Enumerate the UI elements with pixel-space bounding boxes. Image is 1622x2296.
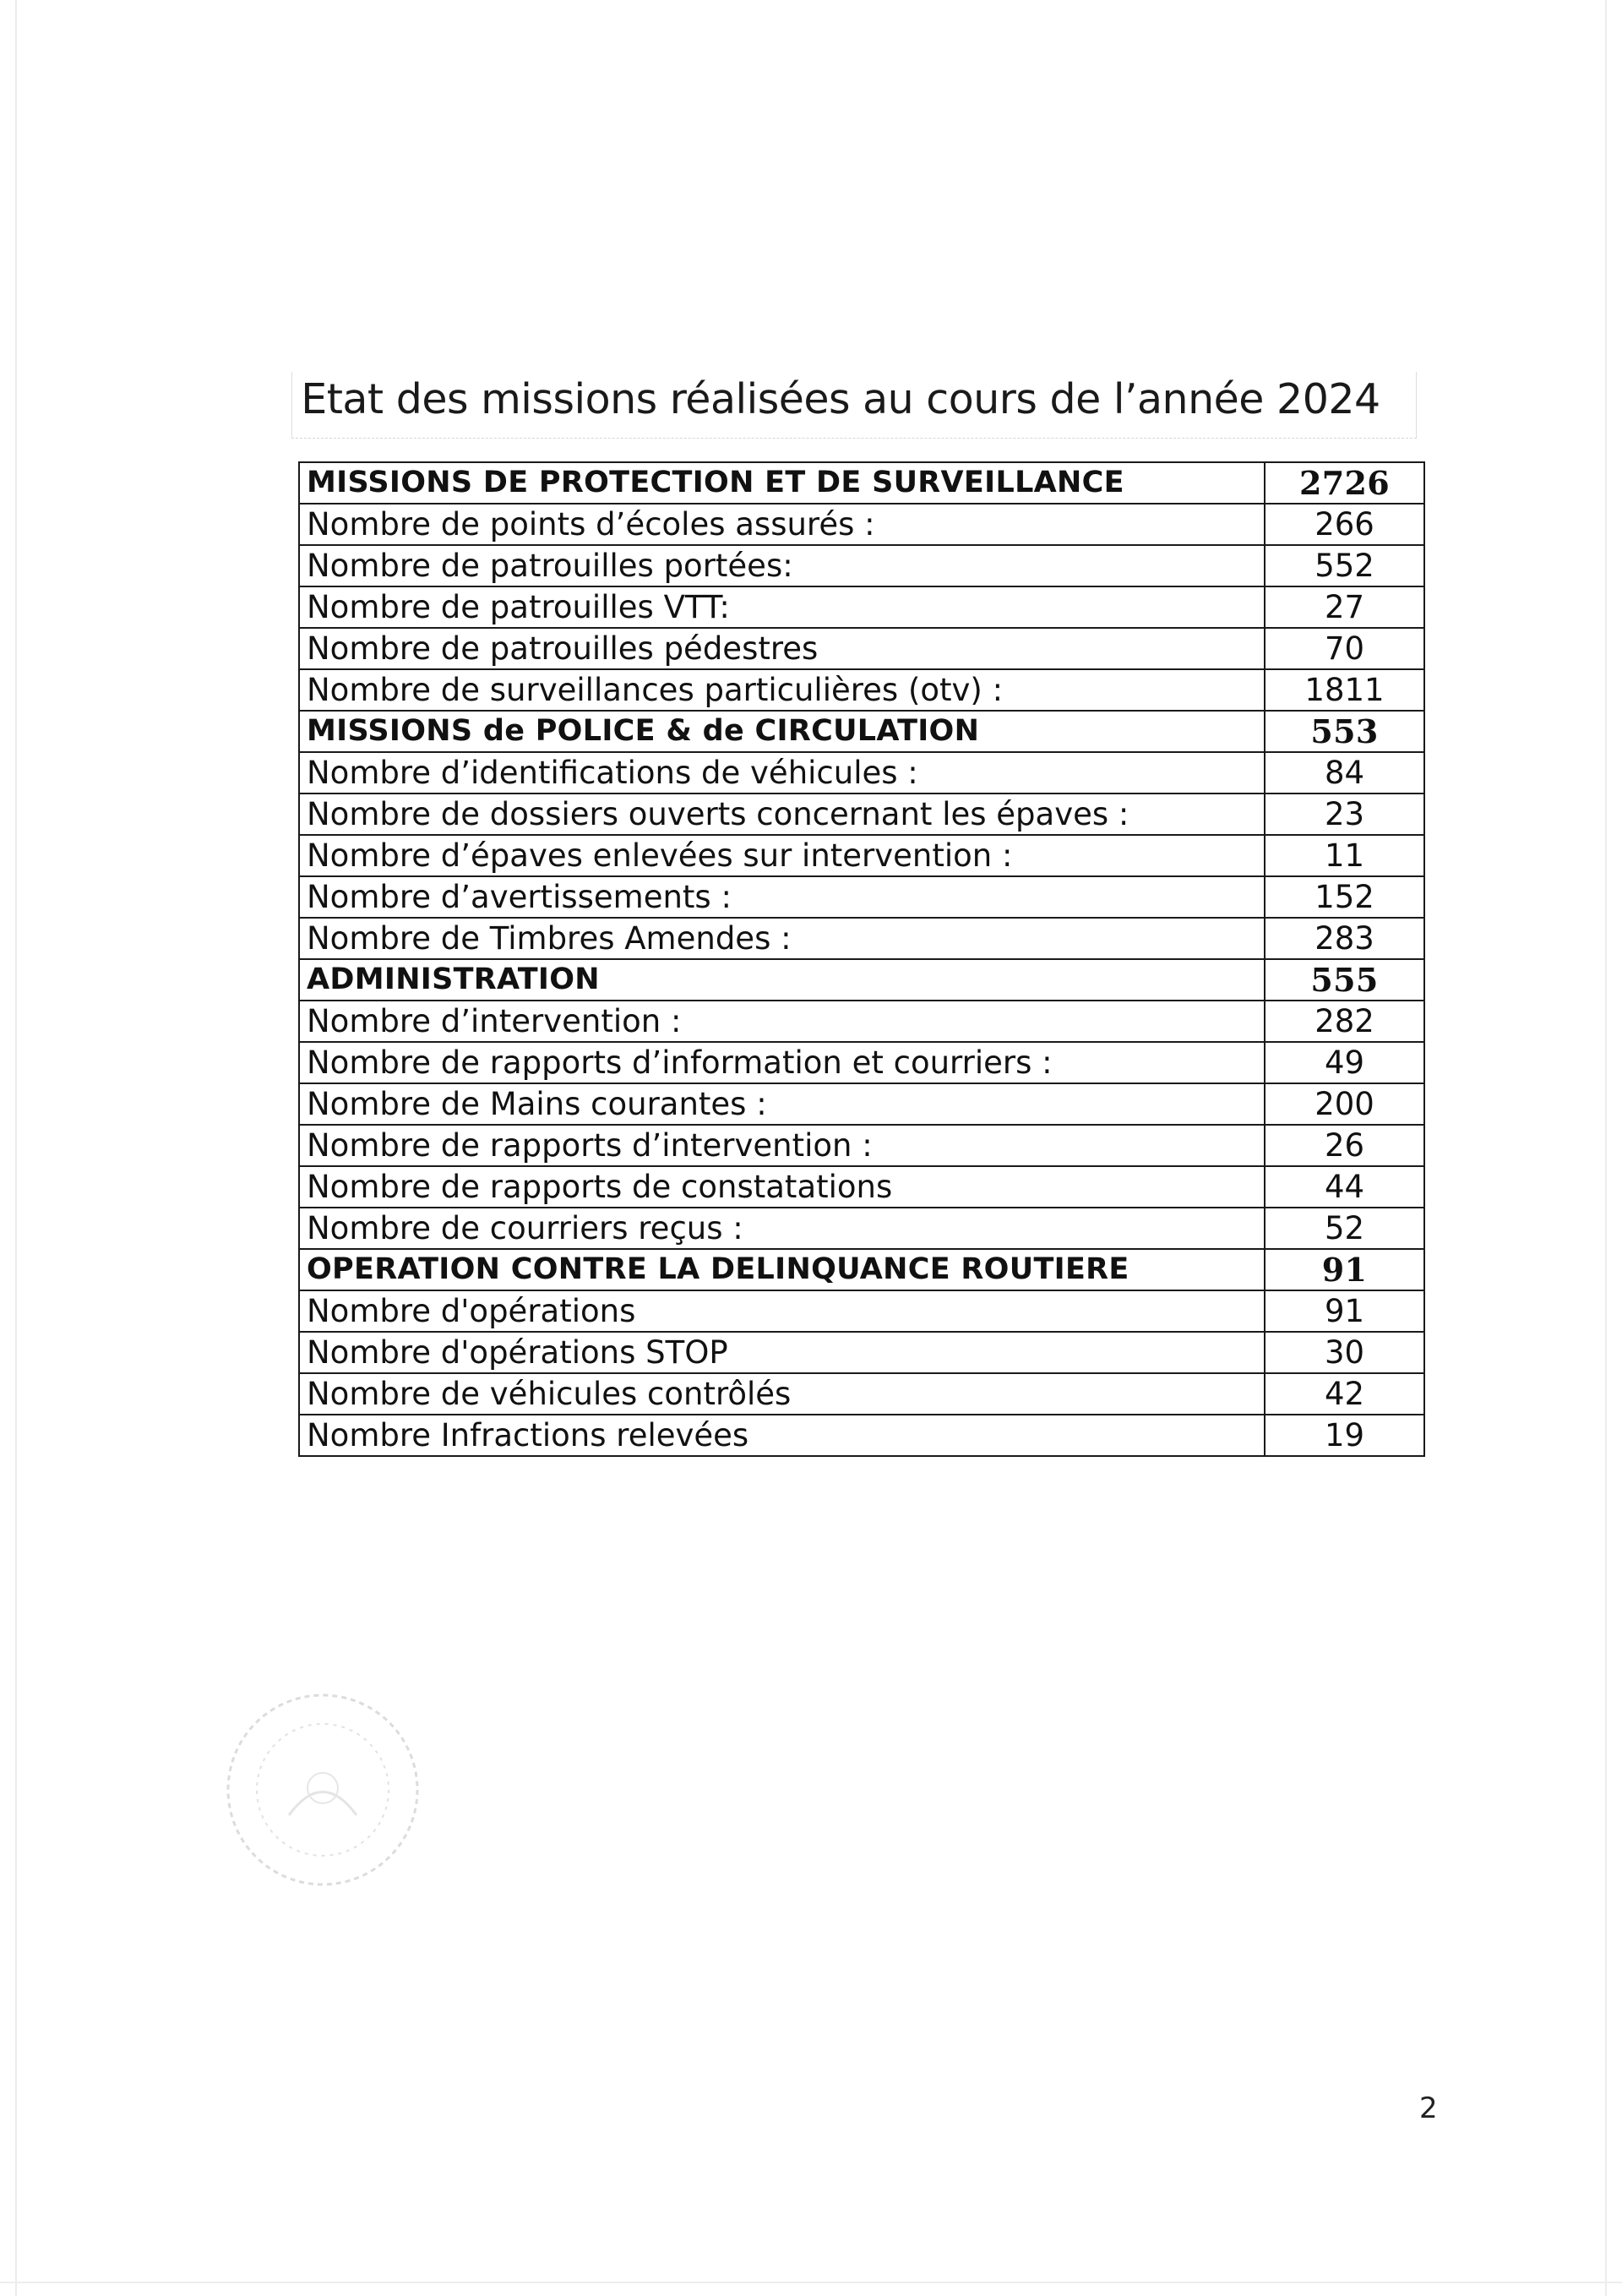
table-row <box>299 1290 1424 1332</box>
missions-table-body <box>299 462 1424 1456</box>
row-value: 282 <box>1265 1001 1424 1042</box>
page-number: 2 <box>1419 2091 1438 2125</box>
row-label: Nombre de dossiers ouverts concernant les épaves : <box>299 794 1265 835</box>
section-row <box>299 1249 1424 1290</box>
row-value: 19 <box>1265 1415 1424 1456</box>
row-label: Nombre de patrouilles portées: <box>299 545 1265 586</box>
table-row <box>299 1083 1424 1125</box>
row-label: Nombre de rapports d’intervention : <box>299 1125 1265 1166</box>
table-row <box>299 1042 1424 1083</box>
row-label: Nombre d’épaves enlevées sur intervention : <box>299 835 1265 876</box>
table-row <box>299 504 1424 545</box>
table-row <box>299 1001 1424 1042</box>
page-edge-left <box>15 0 17 2296</box>
page-edge-bottom <box>0 2282 1622 2283</box>
row-value: 283 <box>1265 918 1424 959</box>
faded-stamp-seal <box>221 1688 424 1891</box>
row-label: Nombre de rapports de constatations <box>299 1166 1265 1208</box>
row-value: 26 <box>1265 1125 1424 1166</box>
row-value: 70 <box>1265 628 1424 669</box>
row-value: 44 <box>1265 1166 1424 1208</box>
row-label: Nombre de patrouilles VTT: <box>299 586 1265 628</box>
table-row <box>299 752 1424 794</box>
section-heading: OPERATION CONTRE LA DELINQUANCE ROUTIERE <box>299 1249 1265 1290</box>
section-heading: ADMINISTRATION <box>299 959 1265 1001</box>
row-value: 552 <box>1265 545 1424 586</box>
row-value: 49 <box>1265 1042 1424 1083</box>
row-label: Nombre de points d’écoles assurés : <box>299 504 1265 545</box>
section-row <box>299 959 1424 1001</box>
row-label: Nombre de véhicules contrôlés <box>299 1373 1265 1415</box>
table-row <box>299 628 1424 669</box>
section-total: 91 <box>1265 1249 1424 1290</box>
section-total: 553 <box>1265 711 1424 752</box>
row-value: 23 <box>1265 794 1424 835</box>
section-heading: MISSIONS de POLICE & de CIRCULATION <box>299 711 1265 752</box>
table-row <box>299 1373 1424 1415</box>
section-row <box>299 711 1424 752</box>
row-value: 91 <box>1265 1290 1424 1332</box>
table-row <box>299 1332 1424 1373</box>
row-value: 27 <box>1265 586 1424 628</box>
row-label: Nombre d’identifications de véhicules : <box>299 752 1265 794</box>
row-value: 84 <box>1265 752 1424 794</box>
row-value: 152 <box>1265 876 1424 918</box>
row-value: 200 <box>1265 1083 1424 1125</box>
row-value: 30 <box>1265 1332 1424 1373</box>
row-value: 266 <box>1265 504 1424 545</box>
row-label: Nombre d’intervention : <box>299 1001 1265 1042</box>
table-row <box>299 918 1424 959</box>
row-label: Nombre de courriers reçus : <box>299 1208 1265 1249</box>
table-row <box>299 876 1424 918</box>
section-heading: MISSIONS DE PROTECTION ET DE SURVEILLANCE <box>299 462 1265 504</box>
table-row <box>299 545 1424 586</box>
row-label: Nombre de surveillances particulières (otv) : <box>299 669 1265 711</box>
row-value: 1811 <box>1265 669 1424 711</box>
missions-table <box>298 461 1425 1457</box>
table-row <box>299 1125 1424 1166</box>
section-total: 2726 <box>1265 462 1424 504</box>
table-row <box>299 1415 1424 1456</box>
table-row <box>299 794 1424 835</box>
row-value: 52 <box>1265 1208 1424 1249</box>
table-row <box>299 586 1424 628</box>
section-total: 555 <box>1265 959 1424 1001</box>
page-edge-right <box>1605 0 1607 2296</box>
row-label: Nombre d’avertissements : <box>299 876 1265 918</box>
row-label: Nombre de Mains courantes : <box>299 1083 1265 1125</box>
table-row <box>299 669 1424 711</box>
table-row <box>299 1208 1424 1249</box>
row-value: 11 <box>1265 835 1424 876</box>
row-value: 42 <box>1265 1373 1424 1415</box>
section-row <box>299 462 1424 504</box>
row-label: Nombre d'opérations STOP <box>299 1332 1265 1373</box>
table-row <box>299 1166 1424 1208</box>
page-title: Etat des missions réalisées au cours de l’année 2024 <box>301 375 1380 423</box>
row-label: Nombre de Timbres Amendes : <box>299 918 1265 959</box>
row-label: Nombre de patrouilles pédestres <box>299 628 1265 669</box>
row-label: Nombre Infractions relevées <box>299 1415 1265 1456</box>
row-label: Nombre de rapports d’information et courriers : <box>299 1042 1265 1083</box>
row-label: Nombre d'opérations <box>299 1290 1265 1332</box>
table-row <box>299 835 1424 876</box>
